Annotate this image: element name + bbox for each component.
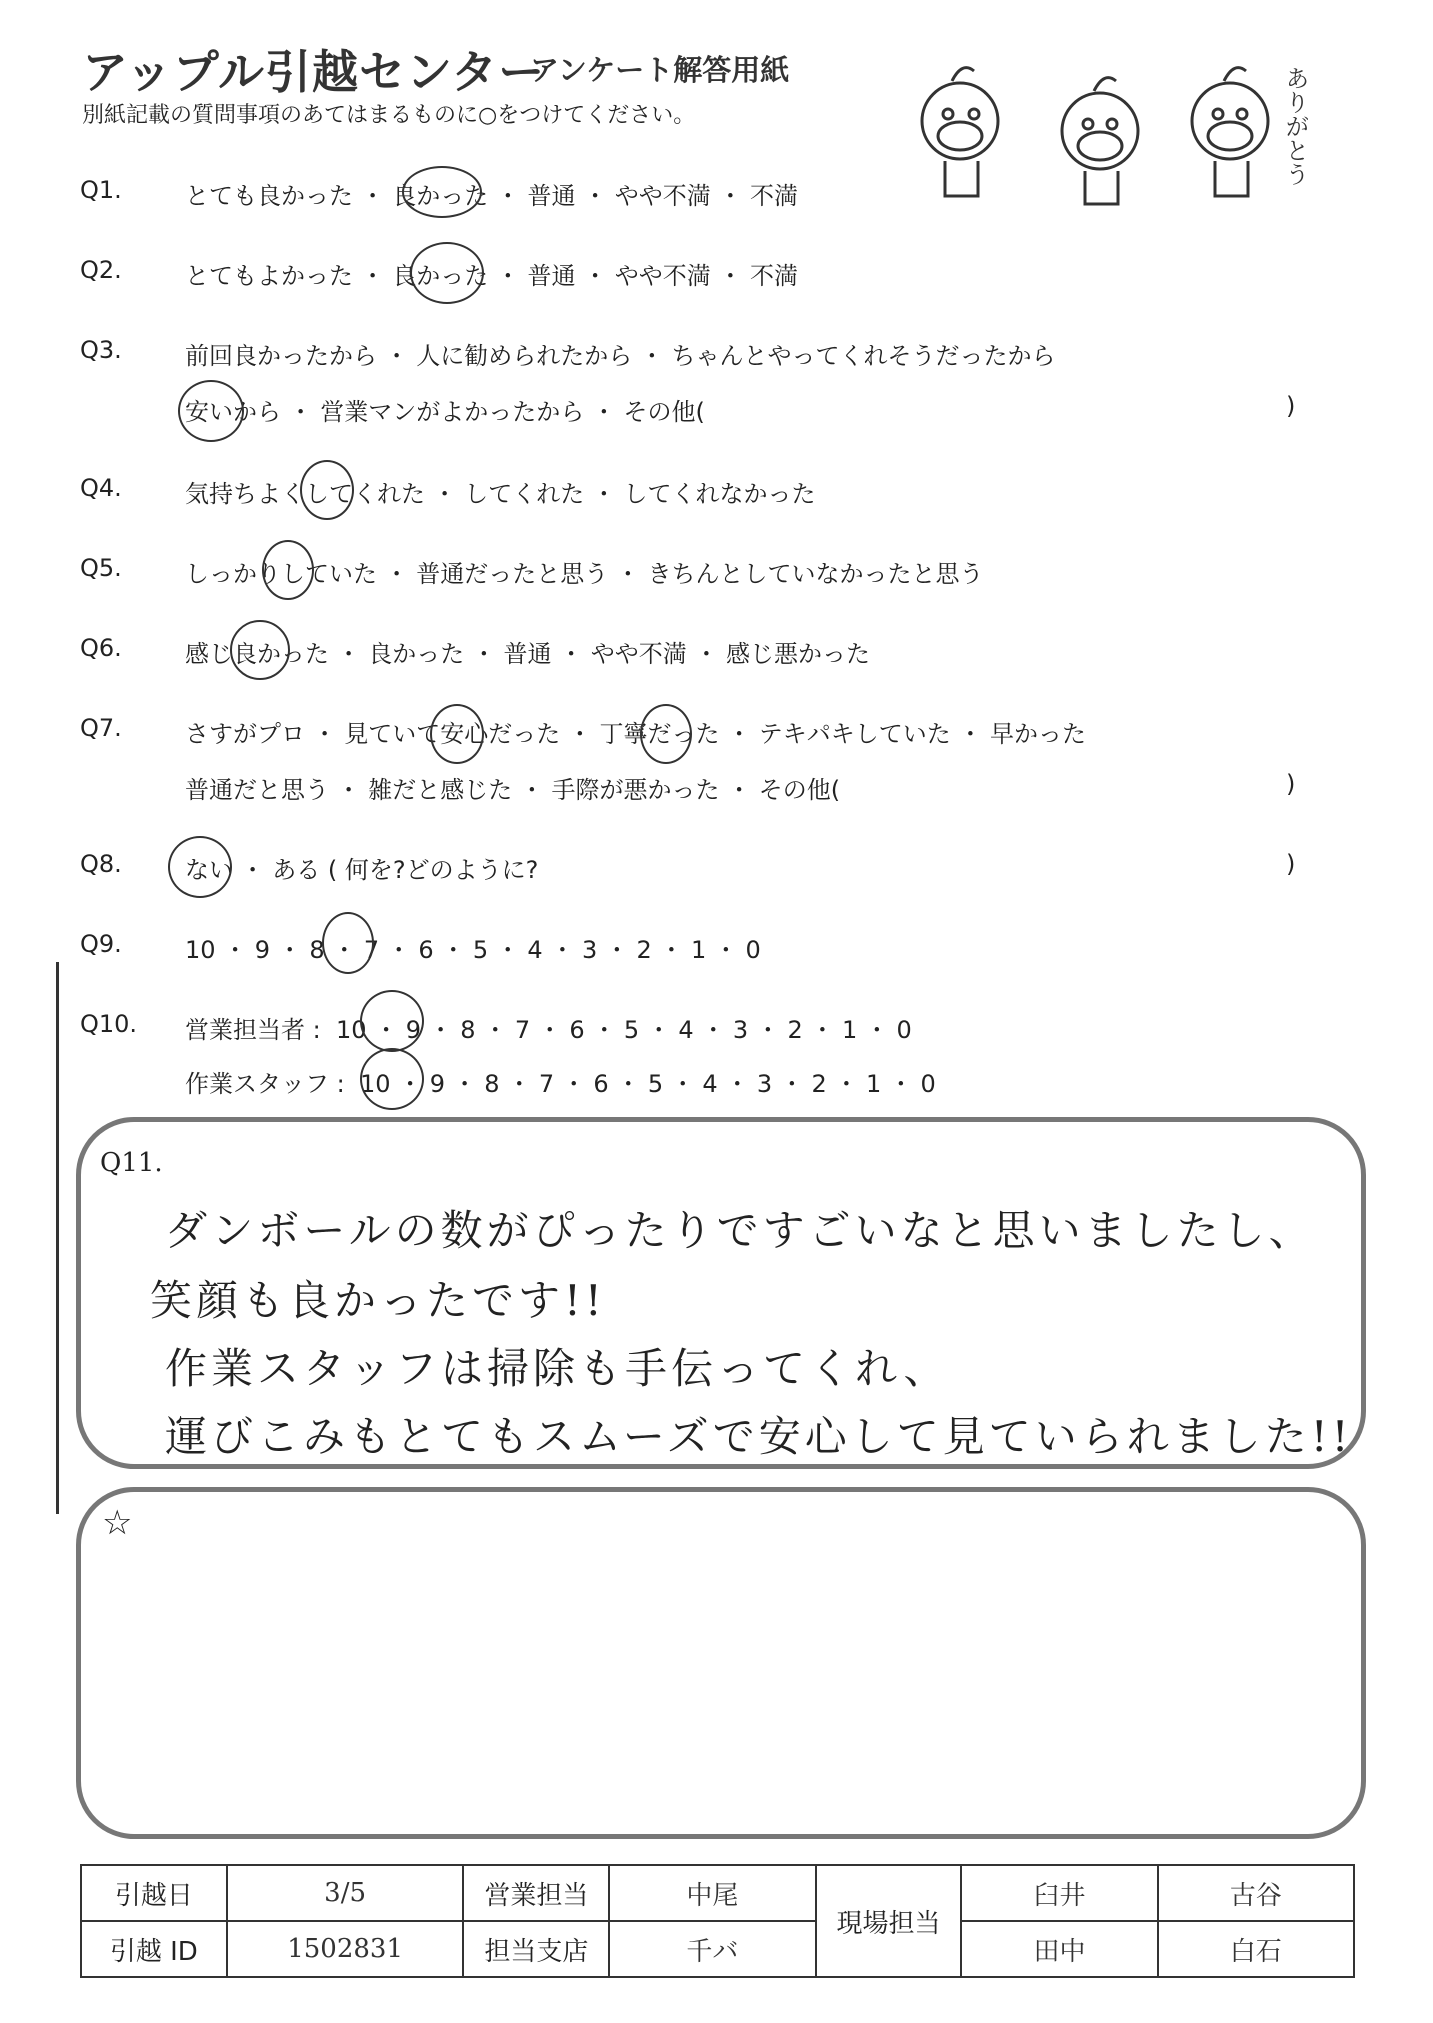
q7-close-paren: ) bbox=[1286, 770, 1296, 798]
answer-circle bbox=[430, 704, 484, 764]
answer-circle bbox=[640, 704, 692, 764]
star-comment-box bbox=[76, 1487, 1366, 1839]
q5-label: Q5. bbox=[80, 554, 122, 582]
star-icon: ☆ bbox=[102, 1503, 133, 1543]
q10-label: Q10. bbox=[80, 1010, 138, 1038]
answer-circle bbox=[262, 540, 314, 600]
move-id-value: 1502831 bbox=[227, 1921, 464, 1977]
q6-options: 感じ良かった ・ 良かった ・ 普通 ・ やや不満 ・ 感じ悪かった bbox=[185, 640, 871, 668]
answer-circle bbox=[300, 460, 354, 520]
answer-circle bbox=[230, 620, 290, 680]
q8-close-paren: ) bbox=[1286, 850, 1296, 878]
q3-close-paren: ) bbox=[1286, 392, 1296, 420]
q11-label: Q11. bbox=[100, 1148, 163, 1178]
answer-circle bbox=[178, 380, 244, 442]
q3-label: Q3. bbox=[80, 336, 122, 364]
q9-label: Q9. bbox=[80, 930, 122, 958]
footer-info-table bbox=[80, 1864, 1355, 1978]
site-staff-name: 臼井 bbox=[961, 1865, 1157, 1921]
q8-label: Q8. bbox=[80, 850, 122, 878]
handwritten-arrow-line bbox=[56, 962, 59, 1514]
sales-value: 中尾 bbox=[609, 1865, 815, 1921]
q5-options: しっかりしていた ・ 普通だったと思う ・ きちんとしていなかったと思う bbox=[185, 560, 984, 588]
q2-label: Q2. bbox=[80, 256, 122, 284]
q3-options: 前回良かったから ・ 人に勧められたから ・ ちゃんとやってくれそうだったから bbox=[185, 342, 1056, 370]
q10-options: 営業担当者 : 10 ・ 9 ・ 8 ・ 7 ・ 6 ・ 5 ・ 4 ・ 3 ・ 2 ・ 1 ・ 0 bbox=[185, 1016, 912, 1044]
answer-circle bbox=[168, 836, 232, 898]
q6-label: Q6. bbox=[80, 634, 122, 662]
q7-label: Q7. bbox=[80, 714, 122, 742]
q11-comment-line: 笑顔も良かったです!! bbox=[150, 1276, 606, 1325]
q4-options: 気持ちよくしてくれた ・ してくれた ・ してくれなかった bbox=[185, 480, 816, 508]
q7-options-line2: 普通だと思う ・ 雑だと感じた ・ 手際が悪かった ・ その他( bbox=[185, 776, 841, 804]
mascot-thanks-text: ありがとう bbox=[1281, 66, 1309, 186]
q7-options: さすがプロ ・ 見ていて安心だった ・ 丁寧だった ・ テキパキしていた ・ 早かった bbox=[185, 720, 1087, 748]
answer-circle bbox=[322, 912, 374, 974]
site-staff-name: 古谷 bbox=[1158, 1865, 1354, 1921]
q11-comment-line: 作業スタッフは掃除も手伝ってくれ、 bbox=[165, 1344, 950, 1393]
instruction-text: 別紙記載の質問事項のあてはまるものに○をつけてください。 bbox=[82, 103, 696, 128]
answer-circle bbox=[402, 166, 482, 218]
q11-comment-line: 運びこみもとてもスムーズで安心して見ていられました!! bbox=[165, 1412, 1353, 1461]
answer-circle bbox=[360, 1048, 424, 1110]
move-date-value: 3/5 bbox=[227, 1865, 464, 1921]
form-subtitle: アンケート解答用紙 bbox=[530, 53, 790, 87]
form-title: アップル引越センター bbox=[82, 45, 546, 99]
q9-options: 10 ・ 9 ・ 8 ・ 7 ・ 6 ・ 5 ・ 4 ・ 3 ・ 2 ・ 1 ・ 0 bbox=[185, 936, 761, 964]
site-staff-label: 現場担当 bbox=[816, 1865, 962, 1977]
mascot-illustration bbox=[890, 36, 1330, 216]
sales-label: 営業担当 bbox=[463, 1865, 609, 1921]
q1-label: Q1. bbox=[80, 176, 122, 204]
site-staff-name: 田中 bbox=[961, 1921, 1157, 1977]
q1-options: とても良かった ・ 良かった ・ 普通 ・ やや不満 ・ 不満 bbox=[185, 182, 799, 210]
q11-comment-line: ダンボールの数がぴったりですごいなと思いましたし、 bbox=[165, 1206, 1315, 1255]
q3-options-line2: 安いから ・ 営業マンがよかったから ・ その他( bbox=[185, 398, 705, 426]
q8-options: ない ・ ある ( 何を?どのように? bbox=[185, 856, 539, 884]
branch-label: 担当支店 bbox=[463, 1921, 609, 1977]
move-date-label: 引越日 bbox=[81, 1865, 227, 1921]
answer-circle bbox=[410, 242, 484, 304]
q4-label: Q4. bbox=[80, 474, 122, 502]
q10-options-line2: 作業スタッフ : 10 ・ 9 ・ 8 ・ 7 ・ 6 ・ 5 ・ 4 ・ 3 ・ 2 ・ 1 ・ 0 bbox=[185, 1070, 936, 1098]
answer-circle bbox=[360, 990, 424, 1052]
move-id-label: 引越 ID bbox=[81, 1921, 227, 1977]
branch-value: 千バ bbox=[609, 1921, 815, 1977]
site-staff-name: 白石 bbox=[1158, 1921, 1354, 1977]
q2-options: とてもよかった ・ 良かった ・ 普通 ・ やや不満 ・ 不満 bbox=[185, 262, 799, 290]
